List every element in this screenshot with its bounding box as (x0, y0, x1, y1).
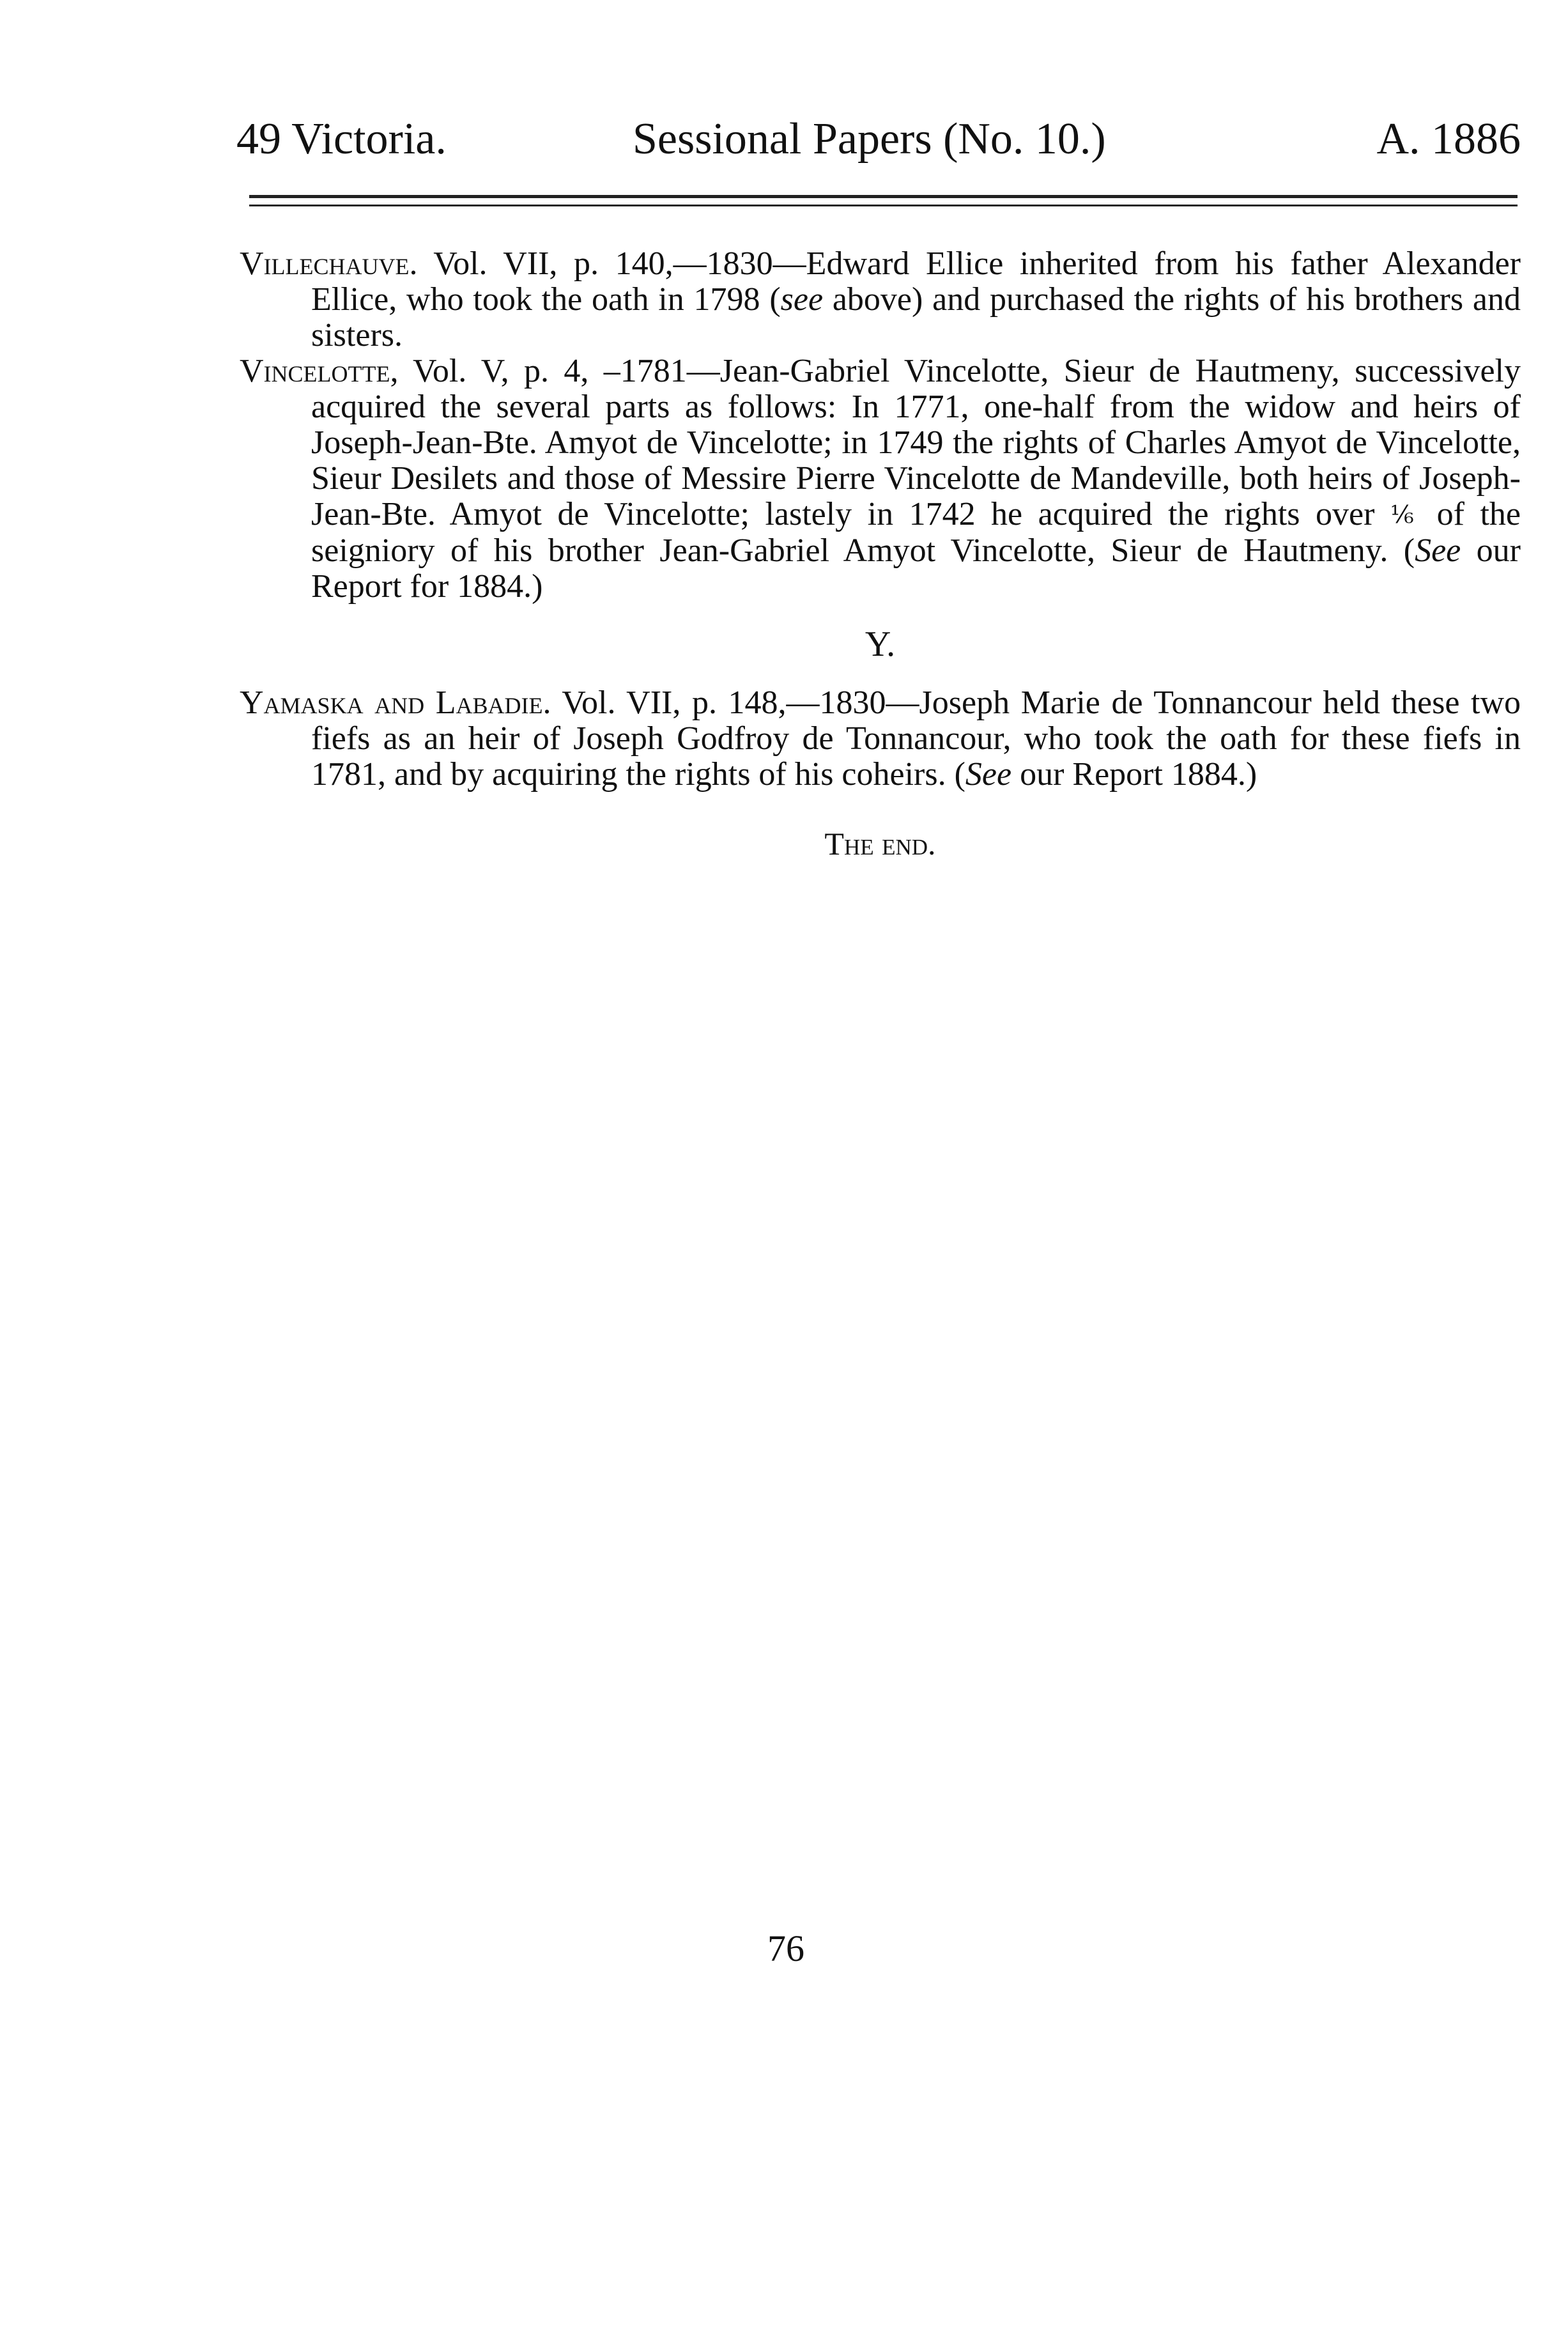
entry-text-end: our Report for 1884.) (311, 532, 1521, 605)
entry-italic: see (780, 281, 824, 318)
running-header (236, 114, 1521, 165)
entry-fraction: ⅙ (1390, 502, 1422, 529)
header-rule-thin (249, 205, 1518, 206)
entry-yamaska-labadie (240, 685, 1521, 793)
document-body (240, 246, 1521, 862)
entry-name: Yamaska and Labadie. (240, 685, 551, 721)
entry-text-after: our Report 1884.) (1011, 756, 1257, 793)
header-session: 49 Victoria. (236, 114, 447, 164)
page-number: 76 (767, 1928, 804, 1969)
entry-italic: See (965, 756, 1012, 793)
entry-text-after: of the seigniory of his brother Jean-Gabriel Amyot Vincelotte, Sieur de Hautmeny. ( (311, 496, 1521, 569)
entry-text: Vol. VII, p. 148,—1830—Joseph Marie de Tonnancour held these two fiefs as an heir of Joseph Godfroy de Tonnancour, who took the oath for these fiefs in 1781, and by acquiring the rights of his coheirs. ( (311, 685, 1521, 793)
entry-villechauve (240, 246, 1521, 353)
entry-name: Vincelotte, (240, 353, 399, 389)
section-letter-heading: Y. (865, 624, 896, 664)
header-title: Sessional Papers (No. 10.) (633, 114, 1106, 164)
entry-text-after: above) and purchased the rights of his brothers and sisters. (311, 281, 1521, 353)
entry-text: Vol. V, p. 4, –1781—Jean-Gabriel Vincelotte, Sieur de Hautmeny, successively acquired the several parts as follows: In 1771, one-half from the widow and heirs of Joseph-Jean-Bte. Amyot de Vincelotte; in 1749 the rights of Charles Amyot de Vincelotte, Sieur Desilets and those of Messire Pierre Vincelotte de Mandeville, both heirs of Joseph-Jean-Bte. Amyot de Vincelotte; lastely in 1742 he acquired the rights over (311, 353, 1521, 532)
entry-vincelotte (240, 353, 1521, 605)
entry-text: Vol. VII, p. 140,—1830—Edward Ellice inherited from his father Alexander Ellice, who took the oath in 1798 ( (311, 245, 1521, 318)
entry-italic: See (1415, 532, 1461, 569)
closing-line: The end. (824, 826, 936, 862)
header-year: A. 1886 (1376, 114, 1521, 164)
entry-name: Villechauve. (240, 245, 418, 282)
header-rule-thick (249, 195, 1518, 198)
